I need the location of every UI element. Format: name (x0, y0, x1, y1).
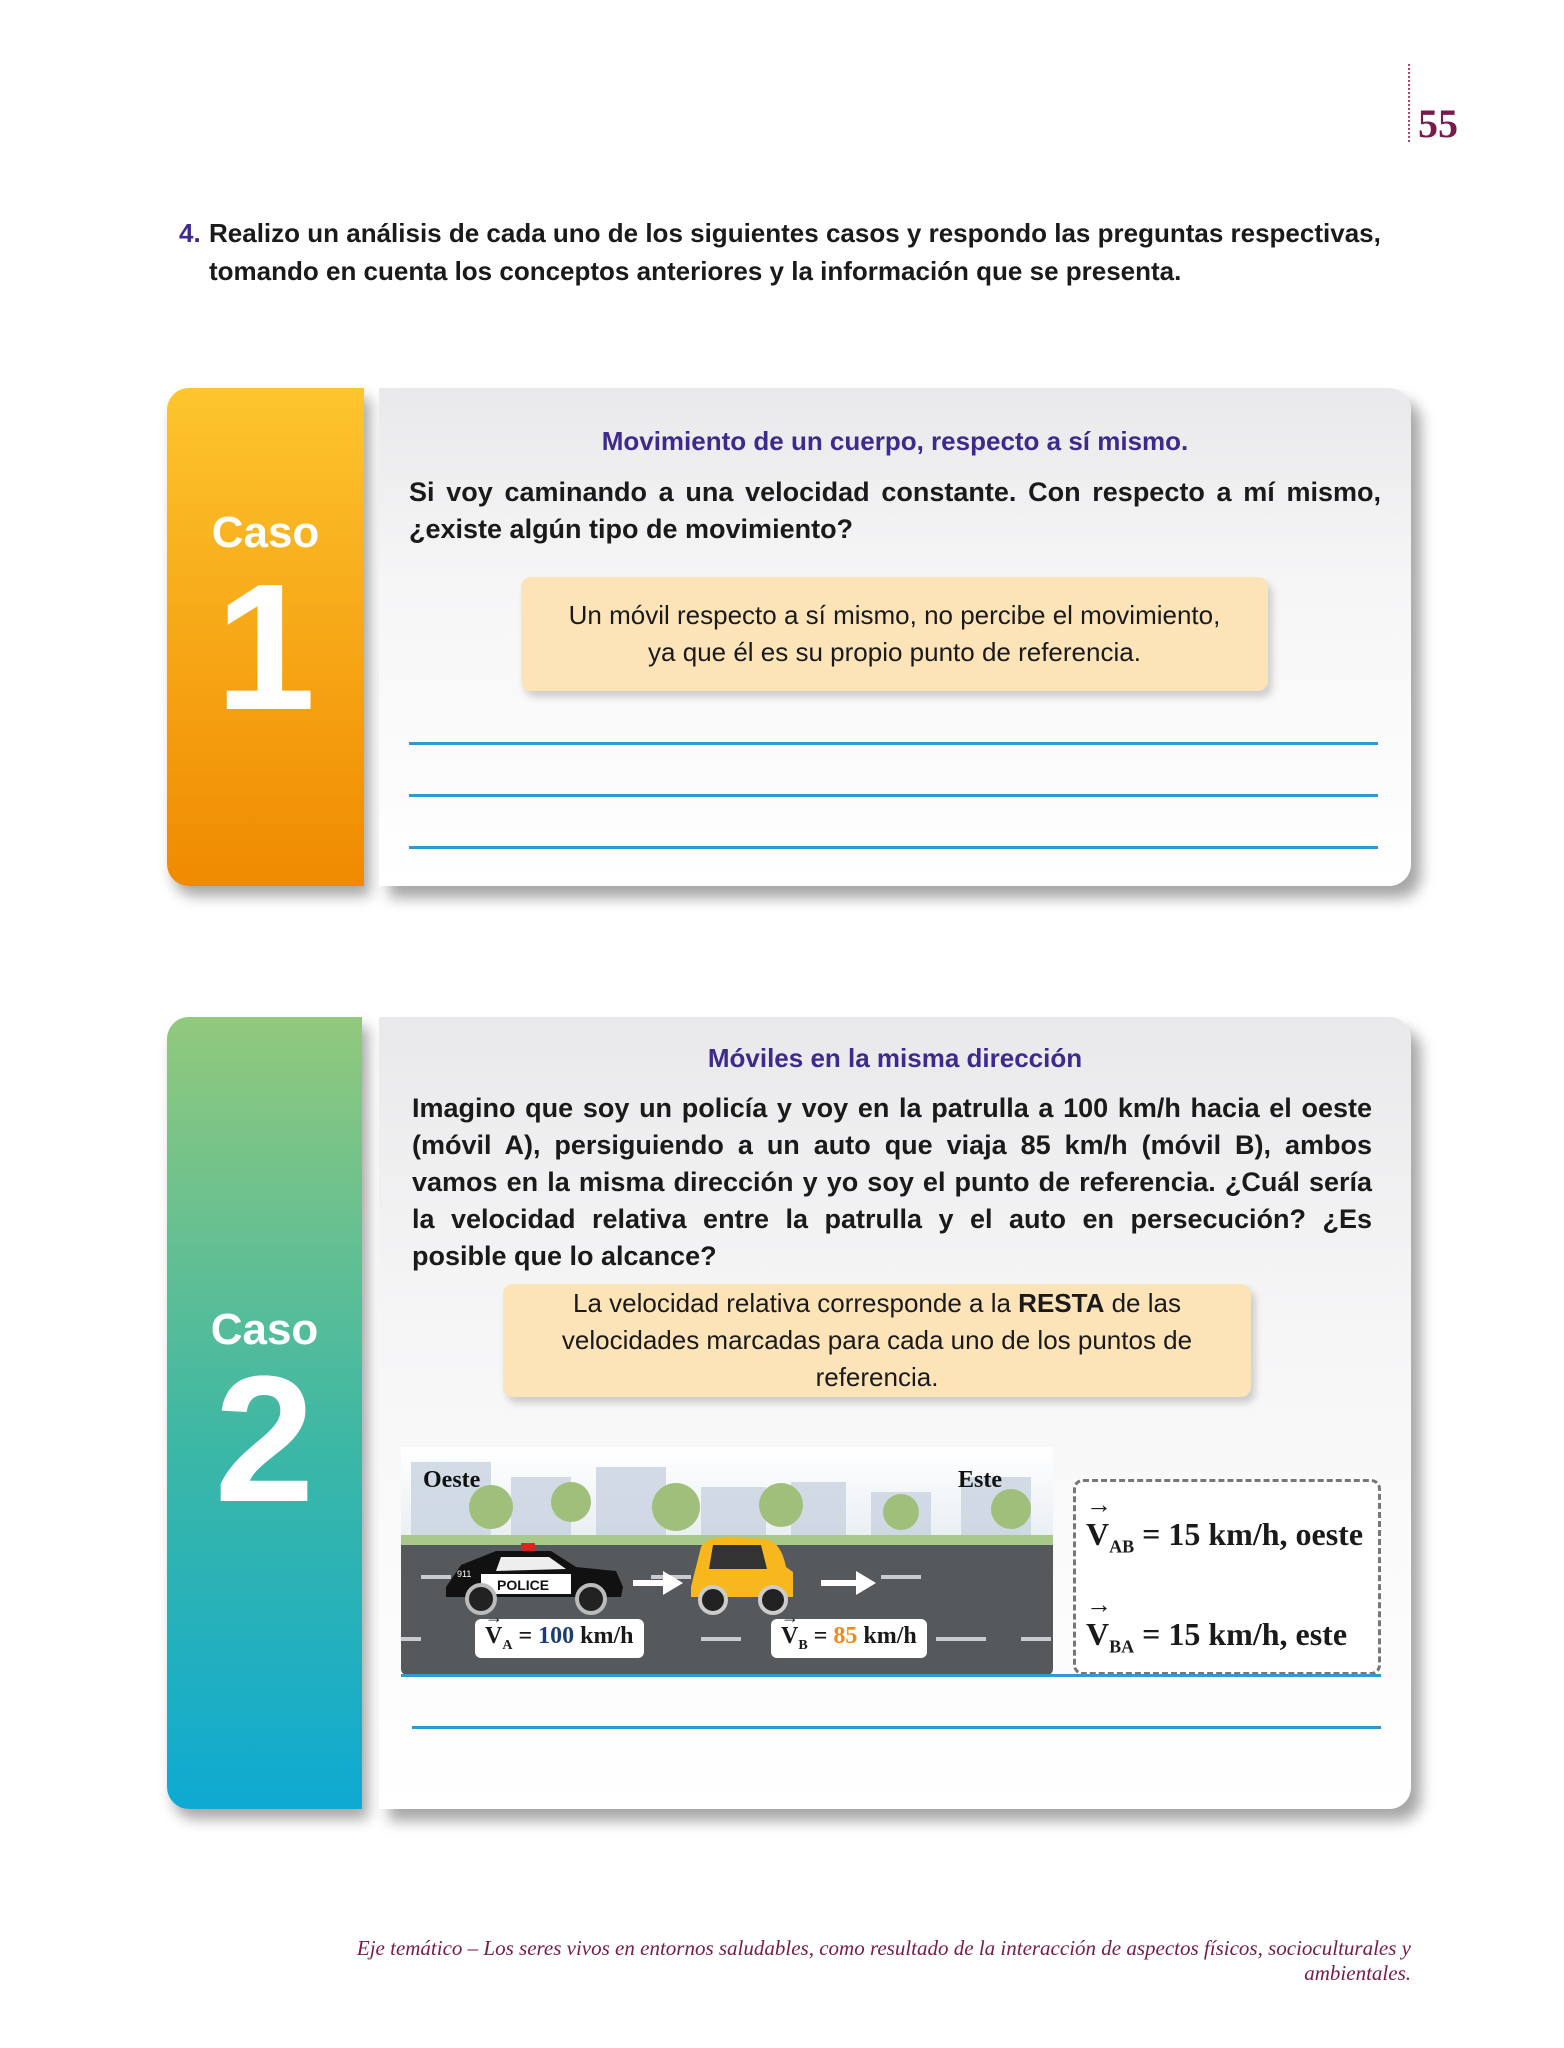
case2-callout (503, 1284, 1251, 1397)
case1-label: Caso (211, 508, 320, 557)
case2-tab (167, 1017, 362, 1809)
case1-callout (521, 577, 1268, 691)
case2-question: Imagino que soy un policía y voy en la patrulla a 100 km/h hacia el oeste (móvil A), persiguiendo a un auto que viaja 85 km/h (móvil B), ambos vamos en la misma dirección y yo soy el punto de referencia. ¿Cuál sería la velocidad relativa entre la patrulla y el auto en persecución? ¿Es posible que lo alcance? (412, 1093, 1372, 1271)
velocity-b-label: $V_B$ → = 85 km/h (771, 1619, 927, 1658)
answer-line[interactable] (401, 1674, 1381, 1677)
case1-card (379, 388, 1411, 886)
instruction (179, 214, 1419, 290)
case2-number: 2 (214, 1339, 315, 1540)
result-vab: $V_{AB}$ → = 15 km/h, oeste (1086, 1490, 1364, 1557)
callout-text (521, 1285, 1233, 1396)
case1-title: Movimiento de un cuerpo, respecto a sí mismo. (601, 426, 1189, 456)
vba-sub: BA (1109, 1636, 1135, 1657)
va-unit: km/h (580, 1623, 634, 1649)
east-label: Este (958, 1467, 1002, 1493)
instruction-text: Realizo un análisis de cada uno de los siguientes casos y respondo las preguntas respectivas, tomando en cuenta los conceptos anteriores y la información que se presenta. (209, 218, 1381, 286)
police-911: 911 (457, 1569, 472, 1579)
answer-line[interactable] (409, 794, 1378, 797)
case2-card (379, 1017, 1411, 1809)
vba-text: = 15 km/h, este (1142, 1616, 1348, 1652)
road-scene (401, 1447, 1053, 1675)
vb-unit: km/h (863, 1623, 917, 1649)
answer-line[interactable] (409, 846, 1378, 849)
vb-value: 85 (833, 1623, 858, 1649)
west-label: Oeste (423, 1467, 481, 1493)
callout-pre: La velocidad relativa corresponde a la (573, 1288, 1019, 1318)
va-value: 100 (538, 1623, 575, 1649)
case2-label: Caso (210, 1305, 319, 1354)
vb-sub: B (798, 1637, 808, 1653)
instruction-number: 4. (179, 218, 201, 248)
relative-velocity-box (1073, 1479, 1381, 1675)
callout-bold: RESTA (1018, 1288, 1105, 1318)
case1-question: Si voy caminando a una velocidad constante. Con respecto a mí mismo, ¿existe algún tipo de movimiento? (409, 477, 1381, 544)
police-text: POLICE (497, 1577, 550, 1593)
answer-line[interactable] (409, 742, 1378, 745)
result-vba: $V_{BA}$ → = 15 km/h, este (1086, 1590, 1348, 1657)
answer-line[interactable] (412, 1726, 1381, 1729)
callout-line: ya que él es su propio punto de referencia. (648, 637, 1141, 667)
case2-title: Móviles en la misma dirección (707, 1043, 1083, 1073)
callout-post: de las velocidades marcadas para cada uno de los puntos de referencia. (561, 1288, 1193, 1392)
va-sub: A (502, 1637, 513, 1653)
case1-tab (167, 388, 364, 886)
vab-text: = 15 km/h, oeste (1142, 1516, 1364, 1552)
callout-line: Un móvil respecto a sí mismo, no percibe el movimiento, (568, 600, 1221, 630)
page-number-divider (1408, 64, 1410, 142)
case1-number: 1 (215, 547, 316, 748)
page-number: 55 (1418, 101, 1458, 146)
vab-sub: AB (1109, 1536, 1135, 1557)
footer-thematic-axis: Eje temático – Los seres vivos en entornos saludables, como resultado de la interacción de aspectos físicos, socioculturales y ambientales. (356, 1936, 1411, 1985)
velocity-a-label: $V_A$ → = 100 km/h (475, 1619, 644, 1658)
